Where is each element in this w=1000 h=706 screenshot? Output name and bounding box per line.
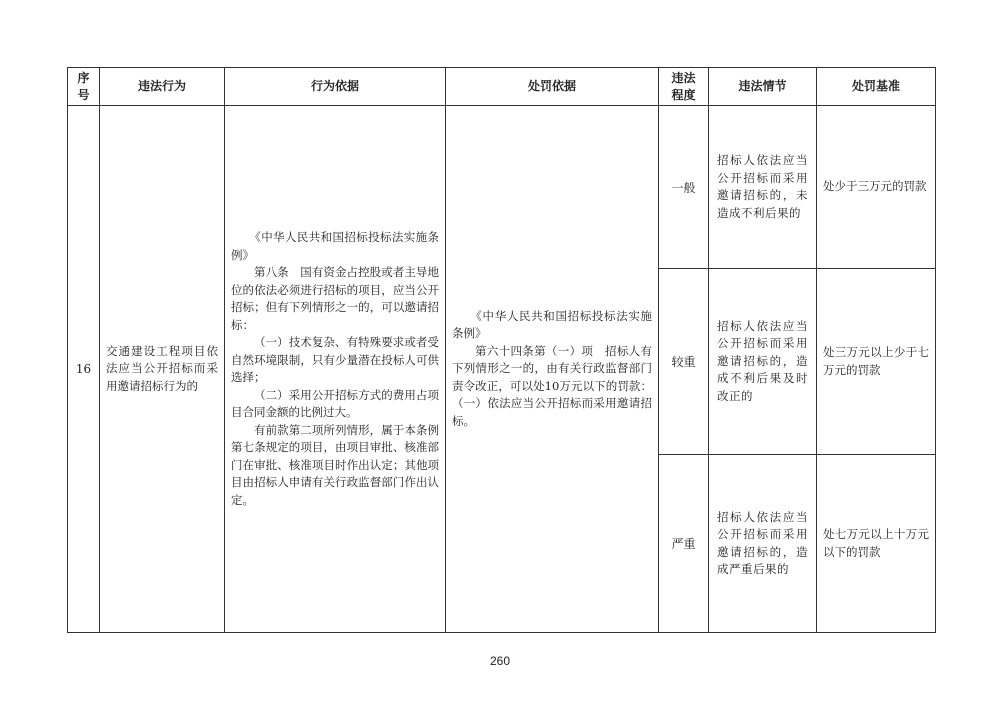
penalty-basis-cell (446, 106, 659, 633)
header-penalty-basis: 处罚依据 (446, 68, 659, 106)
circumstance-serious: 招标人依法应当公开招标而采用邀请招标的，造成不利后果及时改正的 (709, 269, 817, 455)
header-row (68, 68, 936, 106)
standard-general: 处少于三万元的罚款 (817, 106, 936, 269)
header-standard: 处罚基准 (817, 68, 936, 106)
conduct-basis-note: 有前款第二项所列情形，属于本条例第七条规定的项目，由项目审批、核准部门在审批、核准项目时作出认定；其他项目由招标人申请有关行政监督部门作出认定。 (231, 422, 439, 507)
header-conduct-basis: 行为依据 (225, 68, 446, 106)
standard-severe: 处七万元以上十万元以下的罚款 (817, 455, 936, 633)
table-row (68, 106, 936, 269)
header-seq: 序号 (68, 68, 100, 106)
circumstance-severe: 招标人依法应当公开招标而采用邀请招标的，造成严重后果的 (709, 455, 817, 633)
conduct-basis-cell (225, 106, 446, 633)
standard-serious: 处三万元以上少于七万元的罚款 (817, 269, 936, 455)
degree-serious: 较重 (659, 269, 709, 455)
penalty-table (67, 67, 936, 633)
conduct-basis-item-1: （一）技术复杂、有特殊要求或者受自然环境限制，只有少量潜在投标人可供选择； (231, 335, 439, 384)
penalty-basis-law-title: 《中华人民共和国招标投标法实施条例》 (452, 308, 652, 341)
conduct-basis-article: 第八条 国有资金占控股或者主导地位的依法必须进行招标的项目，应当公开招标；但有下列情形之一的，可以邀请招标： (231, 265, 439, 332)
header-behavior: 违法行为 (100, 68, 225, 106)
row-behavior: 交通建设工程项目依法应当公开招标而采用邀请招标行为的 (100, 106, 225, 633)
conduct-basis-item-2: （二）采用公开招标方式的费用占项目合同金额的比例过大。 (231, 387, 439, 419)
page-number: 260 (489, 654, 511, 668)
circumstance-general: 招标人依法应当公开招标而采用邀请招标的，未造成不利后果的 (709, 106, 817, 269)
degree-severe: 严重 (659, 455, 709, 633)
penalty-basis-article: 第六十四条第（一）项 招标人有下列情形之一的，由有关行政监督部门责令改正，可以处10万元以下的罚款：（一）依法应当公开招标而采用邀请招标。 (452, 343, 652, 428)
header-degree: 违法程度 (659, 68, 709, 106)
row-seq: 16 (68, 106, 100, 633)
conduct-basis-law-title: 《中华人民共和国招标投标法实施条例》 (231, 230, 439, 262)
degree-general: 一般 (659, 106, 709, 269)
header-circumstance: 违法情节 (709, 68, 817, 106)
